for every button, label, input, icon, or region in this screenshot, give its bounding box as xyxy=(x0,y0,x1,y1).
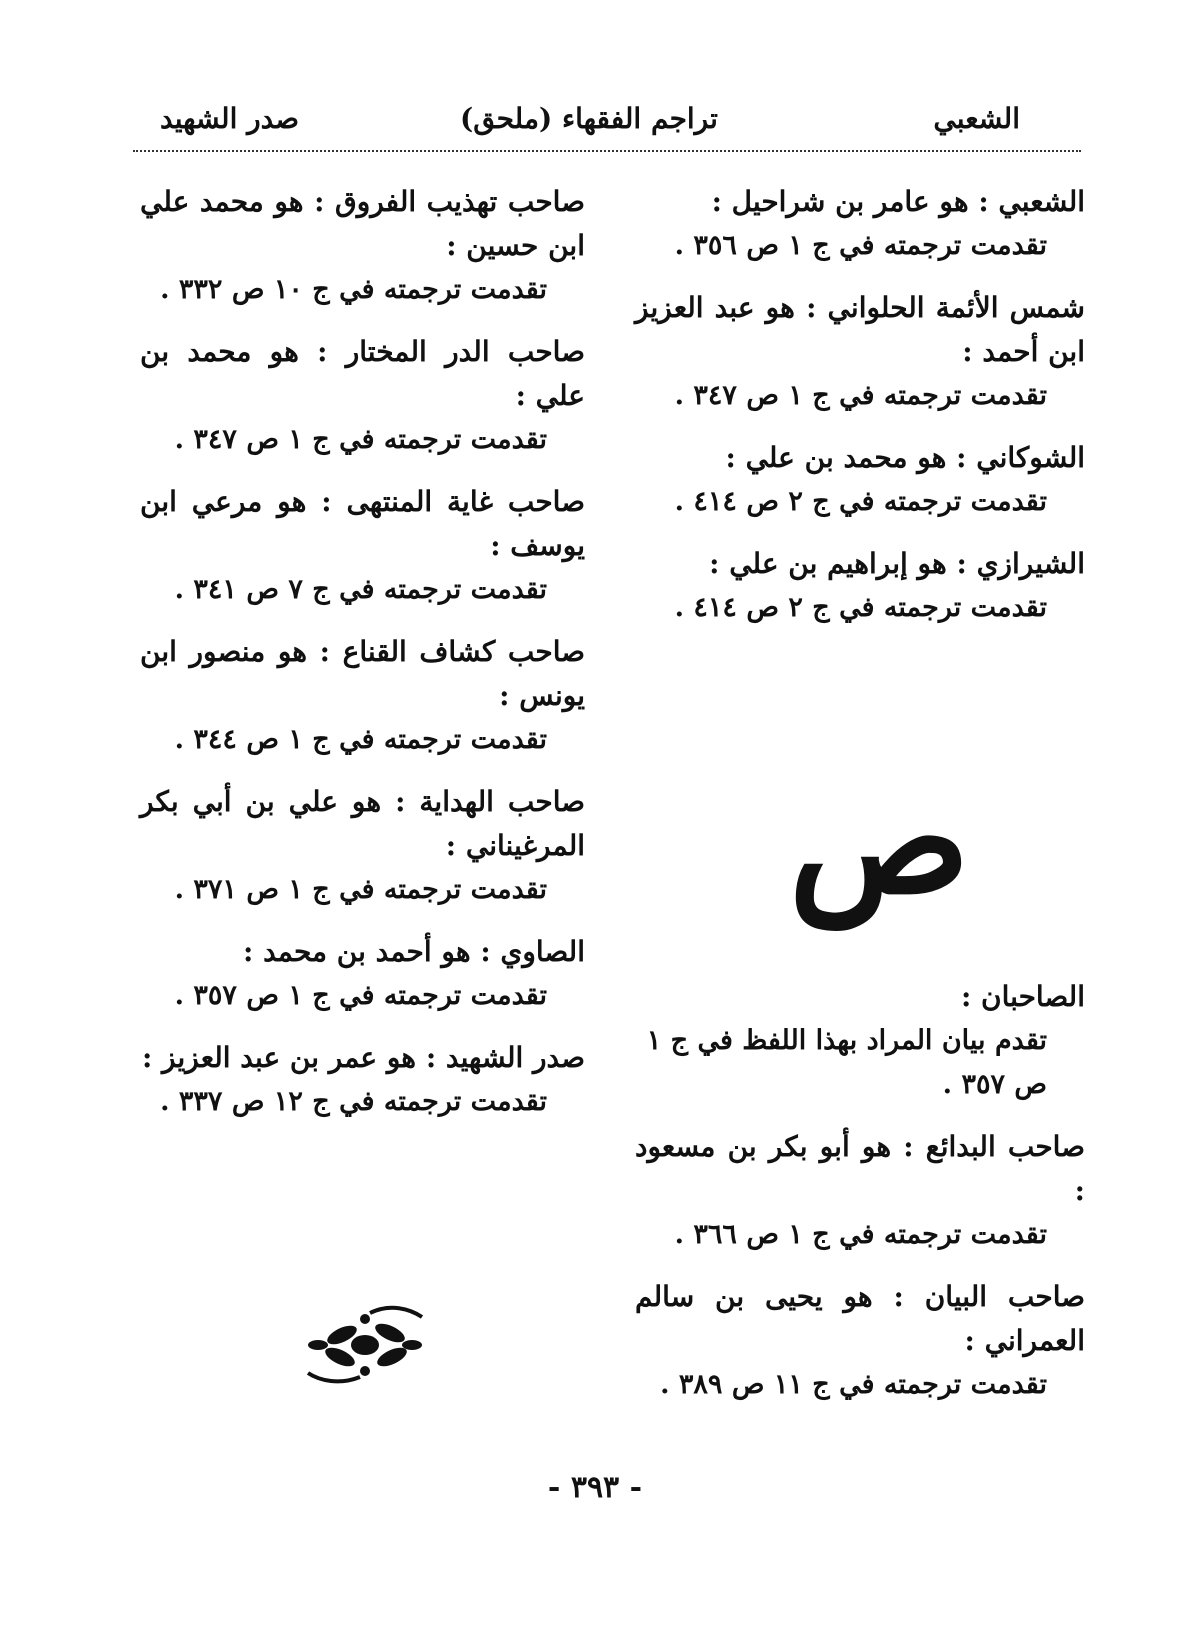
header-dotted-rule xyxy=(133,150,1081,152)
entry-head: صاحب الهداية : هو علي بن أبي بكر المرغيناني : xyxy=(140,785,585,862)
entry-head: صاحب الدر المختار : هو محمد بن علي : xyxy=(140,335,585,412)
header-center: (ملحق) تراجم الفقهاء xyxy=(460,102,718,135)
entry xyxy=(635,180,1085,268)
entry-head: الصاوي : هو أحمد بن محمد : xyxy=(243,935,585,968)
entry-head: الشعبي : هو عامر بن شراحيل : xyxy=(711,185,1085,218)
entry-ref: تقدم بيان المراد بهذا اللفظ في ج ١ ص ٣٥٧ . xyxy=(646,1025,1047,1100)
entry xyxy=(140,1036,585,1124)
header-right: الشعبي xyxy=(933,102,1020,135)
running-header xyxy=(130,102,1080,144)
entry-head: صاحب البيان : هو يحيى بن سالم العمراني : xyxy=(635,1280,1085,1357)
entry-ref: تقدمت ترجمته في ج ١١ ص ٣٨٩ . xyxy=(660,1369,1047,1400)
entry-ref: تقدمت ترجمته في ج ١ ص ٣٧١ . xyxy=(174,874,547,905)
entry-head: شمس الأئمة الحلواني : هو عبد العزيز ابن أحمد : xyxy=(635,291,1085,368)
left-column xyxy=(140,180,585,1142)
entry-ref: تقدمت ترجمته في ج ١ ص ٣٥٦ . xyxy=(674,230,1047,261)
entry xyxy=(635,1125,1085,1257)
entry-head: الصاحبان : xyxy=(960,980,1085,1013)
entry-ref: تقدمت ترجمته في ج ١ ص ٣٤٤ . xyxy=(174,724,547,755)
right-column-lower xyxy=(635,975,1085,1425)
entry-head: صاحب غاية المنتهى : هو مرعي ابن يوسف : xyxy=(140,485,585,562)
entry-head: صدر الشهيد : هو عمر بن عبد العزيز : xyxy=(141,1041,585,1074)
entry-head: صاحب كشاف القناع : هو منصور ابن يونس : xyxy=(140,635,585,712)
floral-ornament-icon xyxy=(300,1305,430,1385)
entry xyxy=(140,480,585,612)
entry xyxy=(635,286,1085,418)
entry-head: صاحب البدائع : هو أبو بكر بن مسعود : xyxy=(635,1130,1085,1207)
header-left: صدر الشهيد xyxy=(160,102,300,135)
entry xyxy=(635,975,1085,1107)
entry xyxy=(635,1275,1085,1407)
entry-ref: تقدمت ترجمته في ج ١٠ ص ٣٣٢ . xyxy=(160,274,547,305)
page-number: - ٣٩٣ - xyxy=(547,1470,643,1505)
entry xyxy=(140,180,585,312)
entry xyxy=(635,542,1085,630)
entry-head: الشوكاني : هو محمد بن علي : xyxy=(725,441,1085,474)
entry-head: صاحب تهذيب الفروق : هو محمد علي ابن حسين : xyxy=(140,185,585,262)
entry-ref: تقدمت ترجمته في ج ٢ ص ٤١٤ . xyxy=(674,486,1047,517)
entry-ref: تقدمت ترجمته في ج ١٢ ص ٣٣٧ . xyxy=(160,1086,547,1117)
entry-ref: تقدمت ترجمته في ج ١ ص ٣٤٧ . xyxy=(174,424,547,455)
entry-ref: تقدمت ترجمته في ج ٢ ص ٤١٤ . xyxy=(674,592,1047,623)
entry-ref: تقدمت ترجمته في ج ٧ ص ٣٤١ . xyxy=(174,574,547,605)
right-column xyxy=(635,180,1085,648)
entry xyxy=(635,436,1085,524)
entry xyxy=(140,780,585,912)
entry-ref: تقدمت ترجمته في ج ١ ص ٣٥٧ . xyxy=(174,980,547,1011)
entry-ref: تقدمت ترجمته في ج ١ ص ٣٦٦ . xyxy=(674,1219,1047,1250)
entry xyxy=(140,630,585,762)
entry xyxy=(140,930,585,1018)
entry-ref: تقدمت ترجمته في ج ١ ص ٣٤٧ . xyxy=(674,380,1047,411)
section-letter: ص xyxy=(788,752,970,928)
entry xyxy=(140,330,585,462)
entry-head: الشيرازي : هو إبراهيم بن علي : xyxy=(709,547,1085,580)
